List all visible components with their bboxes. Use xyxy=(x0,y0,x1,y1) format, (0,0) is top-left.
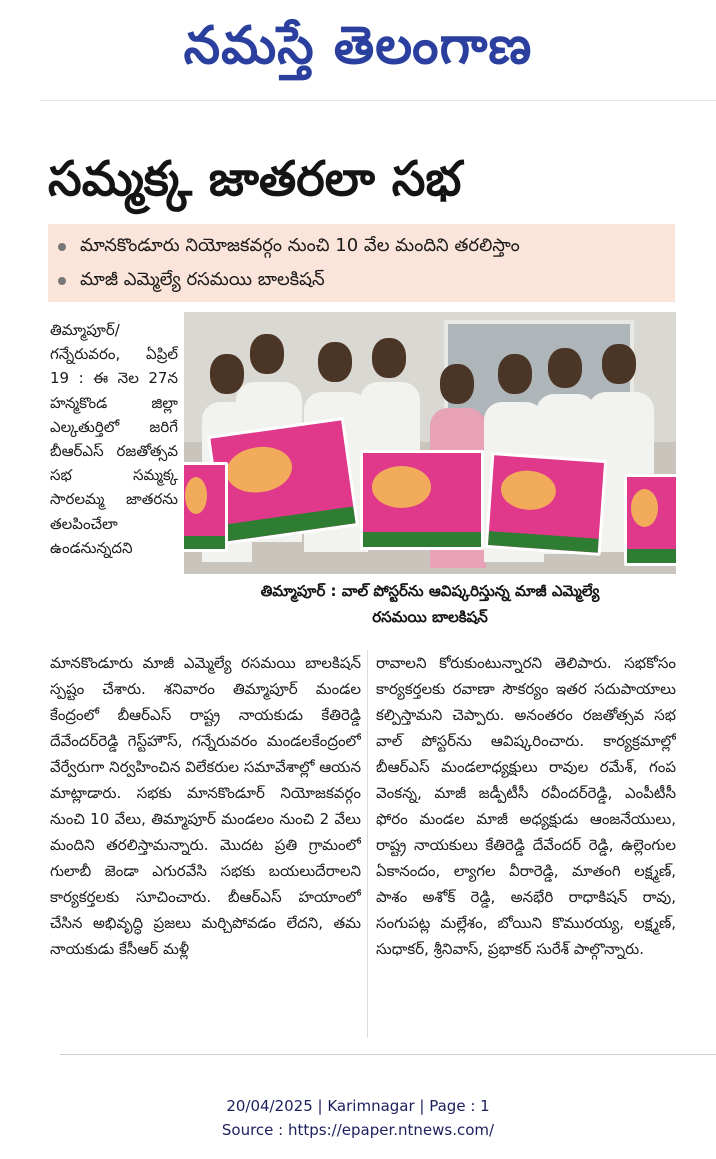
photo-person-head xyxy=(318,342,352,382)
photo-person-head xyxy=(440,364,474,404)
photo-person-head xyxy=(602,344,636,384)
article-headline: సమ్మక్క జాతరలా సభ xyxy=(48,151,462,207)
photo-person-head xyxy=(548,348,582,388)
wall-poster xyxy=(485,452,607,556)
photo-person-head xyxy=(250,334,284,374)
article-intro-column: తిమ్మాపూర్/ గన్నేరువరం, ఏప్రిల్ 19 : ఈ నెల 27న హన్మకొండ జిల్లా ఎల్కతుర్తిలో జరిగే బీఆర్ఎస్ రజతోత్సవ సభ సమ్మక్క సారలమ్మ జాతరను తలపించేలా ఉండనున్నదని xyxy=(50,321,178,557)
subheadline-box xyxy=(48,224,675,302)
masthead-logo: నమస్తే తెలంగాణ xyxy=(183,15,533,76)
wall-poster xyxy=(624,474,676,566)
article-body-right-column: రావాలని కోరుకుంటున్నారని తెలిపారు. సభకోసం కార్యకర్తలకు రవాణా సౌకర్యం ఇతర సదుపాయాలు కల్పిస్తామని చెప్పారు. అనంతరం రజతోత్సవ సభ వాల్ పోస్టర్‌ను ఆవిష్కరించారు. కార్యక్రమాల్లో బీఆర్ఎస్ మండలాధ్యక్షులు రావుల రమేశ్, గంప వెంకన్న, మాజీ జడ్పీటీసీ రవీందర్‌రెడ్డి, ఎంపీటీసీ ఫోరం మండల మాజీ అధ్యక్షుడు ఆంజనేయులు, రాష్ట్ర నాయకులు కేతిరెడ్డి దేవేందర్ రెడ్డి, ఉల్లెంగుల ఏకానందం, ల్యాగల వీరారెడ్డి, మాతంగి లక్ష్మణ్, పాశం అశోక్ రెడ్డి, అనభేరి రాధాకిషన్ రావు, సంగుపట్ల మల్లేశం, బోయిని కొమురయ్య, లక్ష్మణ్, సుధాకర్, శ్రీనివాస్, ప్రభాకర్ సురేశ్ పాల్గొన్నారు. xyxy=(376,654,676,958)
page-footer xyxy=(0,1094,716,1142)
photo-person-head xyxy=(372,338,406,378)
wall-poster xyxy=(184,462,228,552)
article-bottom-divider xyxy=(60,1054,716,1055)
news-photo xyxy=(184,312,676,574)
photo-caption xyxy=(184,578,676,630)
subheadline-text: మానకొండూరు నియోజకవర్గం నుంచి 10 వేల మందిని తరలిస్తాం xyxy=(80,234,520,256)
wall-poster xyxy=(207,417,359,545)
column-divider xyxy=(367,650,368,1038)
footer-edition-info: 20/04/2025 | Karimnagar | Page : 1 xyxy=(226,1097,490,1115)
photo-caption-line: తిమ్మాపూర్ : వాల్ పోస్టర్‌ను ఆవిష్కరిస్తున్న మాజీ ఎమ్మెల్యే xyxy=(260,582,600,600)
photo-person-head xyxy=(498,354,532,394)
subheadline-item xyxy=(58,264,675,298)
subheadline-item xyxy=(58,230,675,264)
bullet-icon xyxy=(58,243,66,251)
article-body-left-column: మానకొండూరు మాజీ ఎమ్మెల్యే రసమయి బాలకిషన్ స్పష్టం చేశారు. శనివారం తిమ్మాపూర్ మండల కేంద్రంలో బీఆర్ఎస్ రాష్ట్ర నాయకుడు కేతిరెడ్డి దేవేందర్‌రెడ్డి గెస్ట్‌హౌస్, గన్నేరువరం మండలకేంద్రంలో వేర్వేరుగా నిర్వహించిన విలేకరుల సమావేశాల్లో ఆయన మాట్లాడారు. సభకు మానకొండూర్ నియోజకవర్గం నుంచి 10 వేలు, తిమ్మాపూర్ మండలం నుంచి 2 వేలు మందిని తరలిస్తామన్నారు. మొదట ప్రతి గ్రామంలో గులాబీ జెండా ఎగురవేసి సభకు బయలుదేరాలని కార్యకర్తలకు సూచించారు. బీఆర్ఎస్ హయాంలో చేసిన అభివృద్ధి ప్రజలు మర్చిపోవడం లేదని, తమ నాయకుడు కేసీఆర్ మళ్లీ xyxy=(50,654,361,958)
subheadline-text: మాజీ ఎమ్మెల్యే రసమయి బాలకిషన్ xyxy=(80,268,325,290)
wall-poster xyxy=(360,450,484,550)
masthead-divider xyxy=(40,100,716,101)
bullet-icon xyxy=(58,277,66,285)
photo-caption-line: రసమయి బాలకిషన్ xyxy=(372,608,488,626)
footer-source-link[interactable]: Source : https://epaper.ntnews.com/ xyxy=(221,1121,495,1139)
